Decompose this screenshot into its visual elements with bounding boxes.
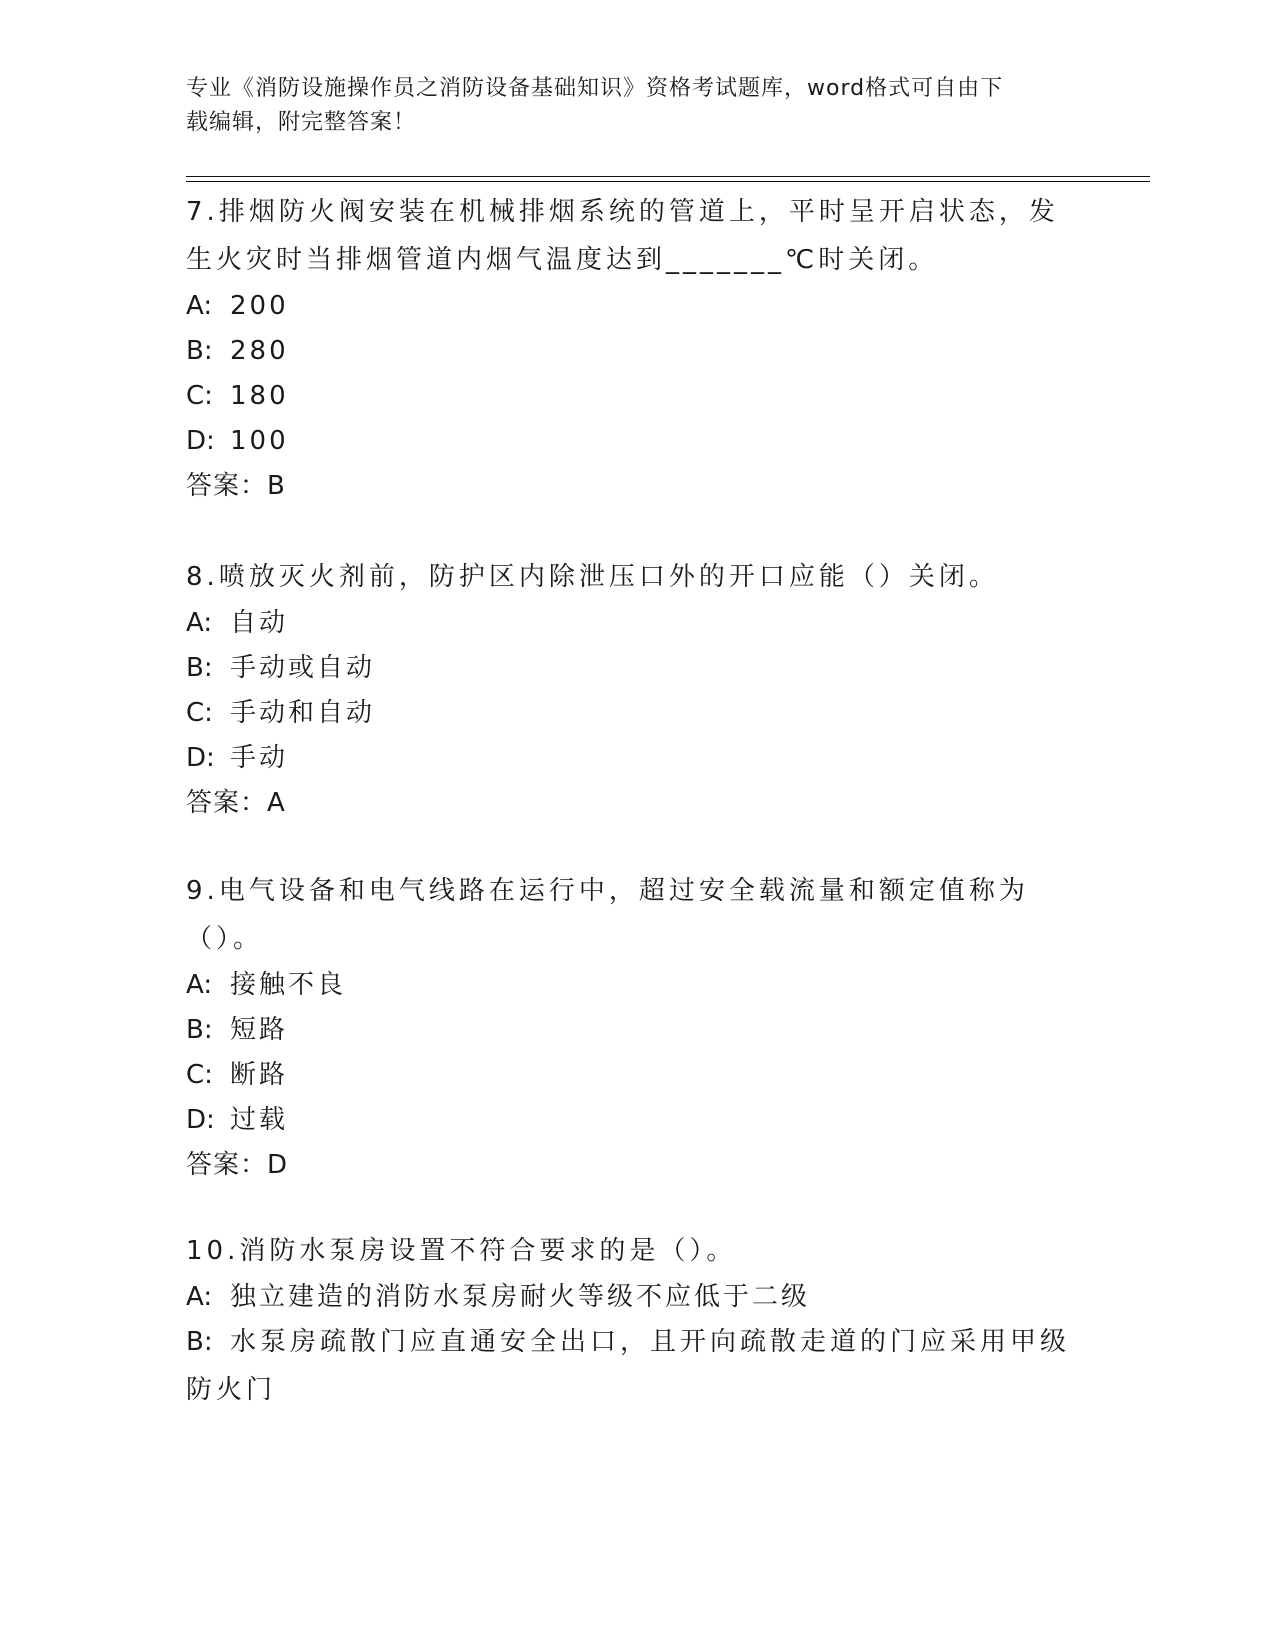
option-b <box>186 1318 1086 1414</box>
question-number: 7. <box>186 197 219 227</box>
answer: 答案：D <box>186 1150 289 1180</box>
option-label: D: <box>186 426 215 456</box>
option-label: B: <box>186 336 213 366</box>
header-divider-top <box>186 176 1150 177</box>
option-d <box>186 736 1086 781</box>
question-body: 喷放灭火剂前，防护区内除泄压口外的开口应能（）关闭。 <box>218 562 999 592</box>
option-label: A: <box>186 1282 213 1312</box>
option-text: 接触不良 <box>230 970 347 1000</box>
question-text <box>186 1227 1086 1275</box>
option-a <box>186 963 1086 1008</box>
option-text: 200 <box>230 291 289 321</box>
question-text <box>186 867 1086 963</box>
option-c <box>186 691 1086 736</box>
option-b <box>186 329 1086 374</box>
option-label: A: <box>186 291 213 321</box>
option-text: 短路 <box>230 1015 289 1045</box>
option-c <box>186 1053 1086 1098</box>
option-label: B: <box>186 1327 213 1357</box>
question-text <box>186 553 1086 601</box>
option-text: 180 <box>230 381 289 411</box>
question-number: 8. <box>186 562 219 592</box>
option-b <box>186 1008 1086 1053</box>
question-body: 消防水泵房设置不符合要求的是（）。 <box>239 1236 737 1266</box>
header-line-1: 专业《消防设施操作员之消防设备基础知识》资格考试题库，word格式可自由下 <box>186 76 1004 101</box>
option-label: A: <box>186 608 213 638</box>
question-text <box>186 188 1086 284</box>
option-label: D: <box>186 1105 215 1135</box>
option-label: D: <box>186 743 215 773</box>
option-text: 手动或自动 <box>230 653 376 683</box>
option-label: B: <box>186 653 213 683</box>
option-d <box>186 1098 1086 1143</box>
question-9 <box>186 867 1086 1188</box>
option-text: 自动 <box>230 608 289 638</box>
question-8 <box>186 553 1086 826</box>
option-text: 断路 <box>230 1060 289 1090</box>
option-text: 手动和自动 <box>230 698 376 728</box>
header-divider-bottom <box>186 181 1150 182</box>
option-a <box>186 284 1086 329</box>
option-text: 280 <box>230 336 289 366</box>
document-header <box>186 72 1086 140</box>
option-d <box>186 419 1086 464</box>
option-a <box>186 1275 1086 1320</box>
option-text: 手动 <box>230 743 289 773</box>
answer: 答案：B <box>186 471 286 501</box>
question-7 <box>186 188 1086 509</box>
option-label: C: <box>186 381 213 411</box>
question-10 <box>186 1227 1086 1414</box>
option-text: 水泵房疏散门应直通安全出口，且开向疏散走道的门应采用甲级防火门 <box>186 1327 1071 1405</box>
question-number: 10. <box>186 1236 240 1266</box>
option-c <box>186 374 1086 419</box>
option-b <box>186 646 1086 691</box>
option-label: C: <box>186 1060 213 1090</box>
header-line-2: 载编辑，附完整答案！ <box>186 110 417 135</box>
option-label: B: <box>186 1015 213 1045</box>
answer: 答案：A <box>186 788 286 818</box>
option-a <box>186 601 1086 646</box>
question-body: 排烟防火阀安装在机械排烟系统的管道上，平时呈开启状态，发生火灾时当排烟管道内烟气温度达到_______℃时关闭。 <box>186 197 1059 275</box>
question-number: 9. <box>186 876 219 906</box>
option-text: 独立建造的消防水泵房耐火等级不应低于二级 <box>230 1282 811 1312</box>
option-text: 100 <box>230 426 289 456</box>
option-text: 过载 <box>230 1105 289 1135</box>
option-label: A: <box>186 970 213 1000</box>
question-body: 电气设备和电气线路在运行中，超过安全载流量和额定值称为（）。 <box>186 876 1029 954</box>
option-label: C: <box>186 698 213 728</box>
